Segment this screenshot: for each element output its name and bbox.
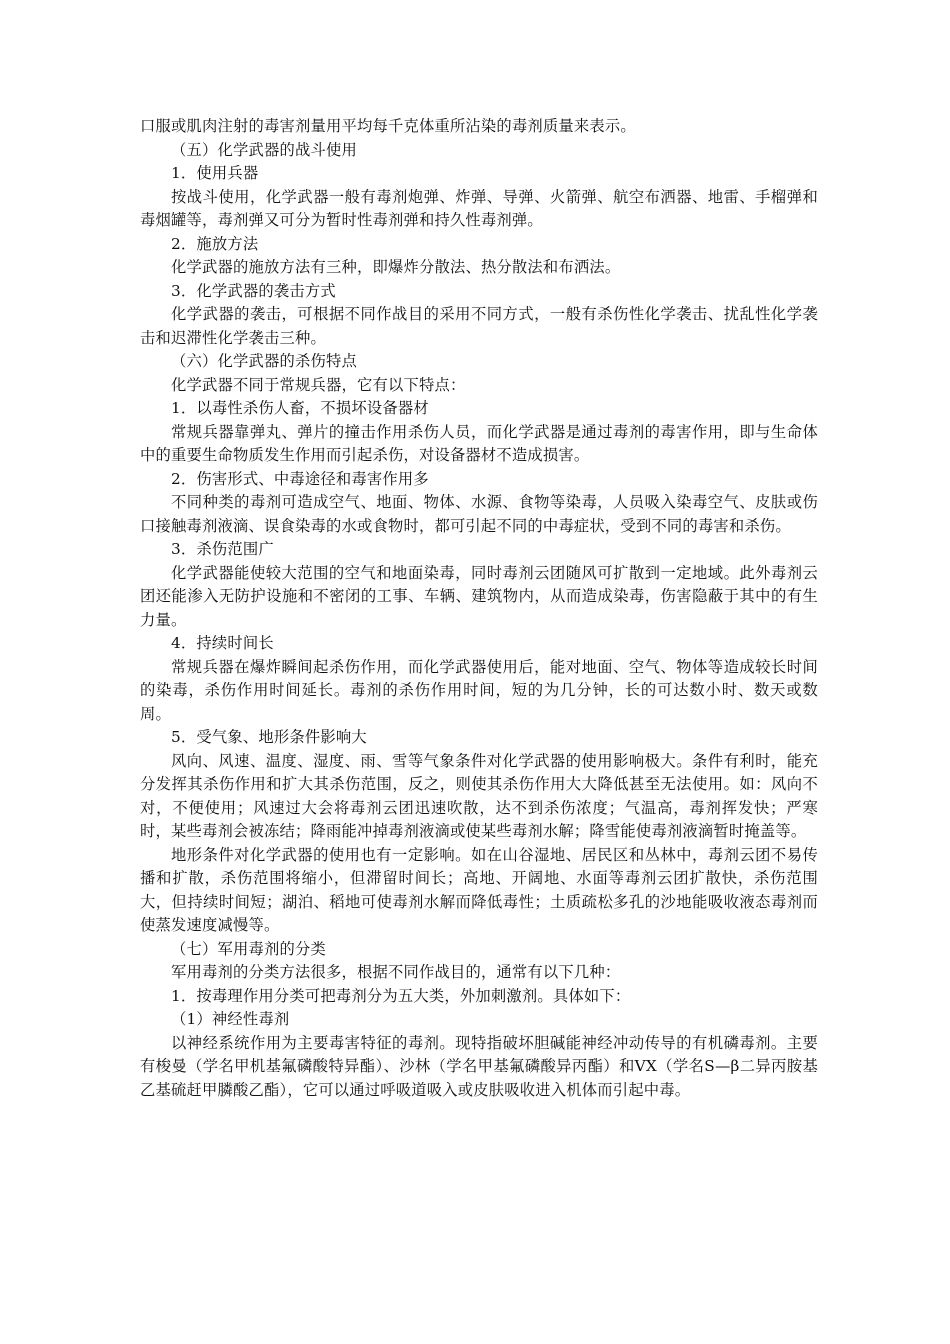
paragraph: 口服或肌肉注射的毒害剂量用平均每千克体重所沾染的毒剂质量来表示。	[140, 117, 636, 135]
subsection-heading: 5．受气象、地形条件影响大	[171, 728, 367, 746]
subsection-heading: 3．化学武器的袭击方式	[171, 281, 336, 300]
paragraph: 以神经系统作用为主要毒害特征的毒剂。现特指破坏胆碱能神经冲动传导的有机磷毒剂。主要有梭曼（学名甲机基氟磷酸特异酯）、沙林（学名甲基氟磷酸异丙酯）和VX（学名S—β二异丙胺基乙基硫赶甲膦酸乙酯），它可以通过呼吸道吸入或皮肤吸收进入机体而引起中毒。	[140, 1033, 818, 1099]
subsection-heading: 1．按毒理作用分类可把毒剂分为五大类，外加刺激剂。具体如下：	[171, 986, 631, 1005]
subsection-heading: 3．杀伤范围广	[171, 540, 274, 558]
subsection-heading: 1．使用兵器	[171, 164, 259, 182]
section-heading: （七）军用毒剂的分类	[171, 939, 326, 958]
paragraph: 化学武器的施放方法有三种，即爆炸分散法、热分散法和布洒法。	[171, 258, 621, 276]
subsection-heading: 1．以毒性杀伤人畜，不损坏设备器材	[171, 399, 429, 417]
paragraph: 按战斗使用，化学武器一般有毒剂炮弹、炸弹、导弹、火箭弹、航空布洒器、地雷、手榴弹和毒烟罐等，毒剂弹又可分为暂时性毒剂弹和持久性毒剂弹。	[140, 187, 818, 229]
paragraph: 常规兵器在爆炸瞬间起杀伤作用，而化学武器使用后，能对地面、空气、物体等造成较长时间的染毒，杀伤作用时间延长。毒剂的杀伤作用时间，短的为几分钟，长的可达数小时、数天或数周。	[140, 657, 818, 723]
paragraph: 不同种类的毒剂可造成空气、地面、物体、水源、食物等染毒，人员吸入染毒空气、皮肤或伤口接触毒剂液滴、误食染毒的水或食物时，都可引起不同的中毒症状，受到不同的毒害和杀伤。	[140, 493, 818, 535]
paragraph: 风向、风速、温度、湿度、雨、雪等气象条件对化学武器的使用影响极大。条件有利时，能充分发挥其杀伤作用和扩大其杀伤范围，反之，则使其杀伤作用大大降低甚至无法使用。如：风向不对，不便使用；风速过大会将毒剂云团迅速吹散，达不到杀伤浓度；气温高，毒剂挥发快；严寒时，某些毒剂会被冻结；降雨能冲掉毒剂液滴或使某些毒剂水解；降雪能使毒剂液滴暂时掩盖等。	[140, 751, 818, 840]
section-heading: （六）化学武器的杀伤特点	[171, 352, 357, 370]
subsection-heading: 2．施放方法	[171, 234, 259, 253]
subsection-heading: （1）神经性毒剂	[171, 1010, 290, 1028]
paragraph: 化学武器的袭击，可根据不同作战目的采用不同方式，一般有杀伤性化学袭击、扰乱性化学袭击和迟滞性化学袭击三种。	[140, 305, 818, 347]
section-heading: （五）化学武器的战斗使用	[171, 140, 357, 159]
paragraph: 化学武器不同于常规兵器，它有以下特点：	[171, 375, 466, 394]
paragraph: 地形条件对化学武器的使用也有一定影响。如在山谷湿地、居民区和丛林中，毒剂云团不易传播和扩散，杀伤范围将缩小，但滞留时间长；高地、开阔地、水面等毒剂云团扩散快，杀伤范围大，但持续时间短；湖泊、稻地可使毒剂水解而降低毒性；土质疏松多孔的沙地能吸收液态毒剂而使蒸发速度减慢等。	[140, 845, 818, 934]
paragraph: 军用毒剂的分类方法很多，根据不同作战目的，通常有以下几种：	[171, 963, 621, 981]
subsection-heading: 4．持续时间长	[171, 634, 274, 652]
document-body	[140, 115, 818, 1102]
paragraph: 化学武器能使较大范围的空气和地面染毒，同时毒剂云团随风可扩散到一定地域。此外毒剂云团还能渗入无防护设施和不密闭的工事、车辆、建筑物内，从而造成染毒，伤害隐蔽于其中的有生力量。	[140, 563, 818, 629]
subsection-heading: 2．伤害形式、中毒途径和毒害作用多	[171, 469, 429, 488]
paragraph: 常规兵器靠弹丸、弹片的撞击作用杀伤人员，而化学武器是通过毒剂的毒害作用，即与生命体中的重要生命物质发生作用而引起杀伤，对设备器材不造成损害。	[140, 422, 818, 464]
